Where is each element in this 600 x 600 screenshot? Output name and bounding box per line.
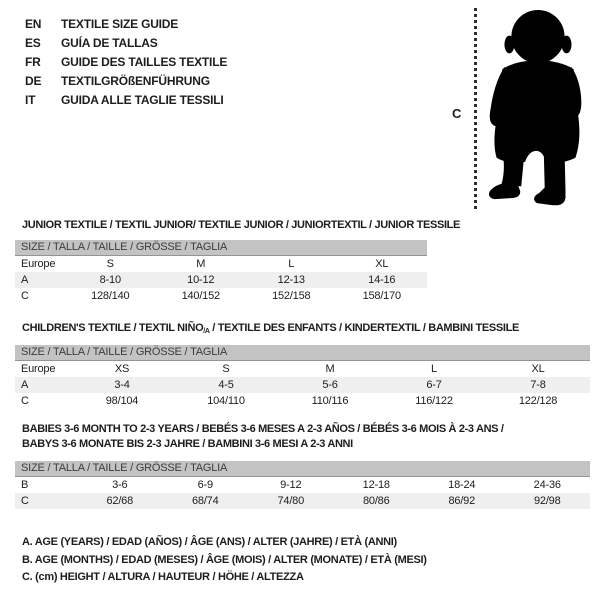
table-row	[15, 361, 590, 377]
footnote-a: A. AGE (YEARS) / EDAD (AÑOS) / ÂGE (ANS) / ALTER (JAHRE) / ETÀ (ANNI)	[22, 536, 397, 548]
junior-size-table	[15, 240, 427, 304]
cell-value: 8-10	[99, 274, 121, 286]
cell-value: 6-7	[426, 379, 442, 391]
junior-table-title: JUNIOR TEXTILE / TEXTIL JUNIOR/ TEXTILE JUNIOR / JUNIORTEXTIL / JUNIOR TESSILE	[22, 219, 461, 231]
cell-value: 5-6	[322, 379, 338, 391]
language-row-es	[25, 34, 227, 53]
size-header-bar: SIZE / TALLA / TAILLE / GRÖSSE / TAGLIA	[15, 240, 427, 256]
cell-value: M	[325, 363, 335, 375]
cell-value: 92/98	[533, 495, 561, 507]
table-row	[15, 377, 590, 393]
cell-value: 4-5	[218, 379, 234, 391]
cell-value: 14-16	[368, 274, 396, 286]
toddler-silhouette-icon	[486, 8, 586, 210]
cell-value: 24-36	[533, 479, 561, 491]
cell-value: XS	[114, 363, 130, 375]
cell-value: XL	[531, 363, 545, 375]
cell-value: L	[431, 363, 437, 375]
language-row-en	[25, 15, 227, 34]
legend-footnotes	[22, 534, 427, 587]
cell-value: 98/104	[105, 395, 139, 407]
language-code: DE	[25, 74, 42, 88]
cell-value: 122/128	[518, 395, 558, 407]
children-table-title	[22, 322, 519, 335]
junior-size-grid	[15, 256, 427, 304]
cell-value: 10-12	[187, 274, 215, 286]
cell-value: 86/92	[448, 495, 476, 507]
cell-value: 3-6	[112, 479, 128, 491]
height-measure-label: C	[452, 106, 462, 121]
children-size-grid	[15, 361, 590, 409]
table-row	[15, 493, 590, 509]
babies-size-grid	[15, 477, 590, 509]
height-dashed-line	[474, 8, 477, 210]
row-label: C	[21, 395, 29, 407]
cell-value: L	[288, 258, 295, 270]
cell-value: 62/68	[106, 495, 134, 507]
babies-size-table	[15, 461, 590, 509]
row-label: A	[21, 274, 29, 286]
cell-value: 80/86	[362, 495, 390, 507]
cell-value: 9-12	[280, 479, 302, 491]
cell-value: 18-24	[448, 479, 476, 491]
row-label: C	[21, 290, 29, 302]
babies-table-title	[22, 422, 504, 452]
table-row	[15, 256, 427, 272]
language-title: GUIDE DES TAILLES TEXTILE	[61, 55, 228, 69]
cell-value: M	[196, 258, 206, 270]
children-title-text: CHILDREN'S TEXTILE / TEXTIL NIÑO	[22, 322, 204, 334]
cell-value: 116/122	[415, 395, 453, 407]
cell-value: 152/158	[272, 290, 311, 302]
row-label: C	[21, 495, 29, 507]
cell-value: 74/80	[277, 495, 305, 507]
cell-value: 12-13	[277, 274, 305, 286]
language-title-list	[25, 15, 227, 110]
cell-value: S	[222, 363, 230, 375]
row-label: B	[21, 479, 29, 491]
table-row	[15, 288, 427, 304]
language-title: TEXTILGRÖßENFÜHRUNG	[61, 74, 210, 88]
cell-value: 68/74	[191, 495, 219, 507]
cell-value: 6-9	[197, 479, 213, 491]
cell-value: 7-8	[530, 379, 546, 391]
cell-value: 12-18	[362, 479, 390, 491]
children-size-table	[15, 345, 590, 409]
language-code: EN	[25, 17, 42, 31]
size-header-bar: SIZE / TALLA / TAILLE / GRÖSSE / TAGLIA	[15, 461, 590, 477]
row-label: Europe	[21, 363, 56, 375]
babies-title-line1: BABIES 3-6 MONTH TO 2-3 YEARS / BEBÉS 3-6 MESES A 2-3 AÑOS / BÉBÉS 3-6 MOIS À 2-3 ANS /	[22, 423, 504, 435]
cell-value: 3-4	[114, 379, 130, 391]
cell-value: 110/116	[311, 395, 349, 407]
language-title: GUÍA DE TALLAS	[61, 36, 158, 50]
children-title-subscript: /A	[203, 328, 210, 335]
language-row-de	[25, 72, 227, 91]
table-row	[15, 393, 590, 409]
cell-value: 104/110	[207, 395, 245, 407]
table-row	[15, 272, 427, 288]
row-label: Europe	[21, 258, 56, 270]
language-code: FR	[25, 55, 41, 69]
language-code: IT	[25, 93, 36, 107]
language-title: TEXTILE SIZE GUIDE	[61, 17, 179, 31]
language-row-fr	[25, 53, 227, 72]
language-row-it	[25, 91, 227, 110]
cell-value: 128/140	[91, 290, 130, 302]
babies-title-line2: BABYS 3-6 MONATE BIS 2-3 JAHRE / BAMBINI 3-6 MESI A 2-3 ANNI	[22, 438, 353, 450]
cell-value: S	[106, 258, 114, 270]
table-row	[15, 477, 590, 493]
size-header-bar: SIZE / TALLA / TAILLE / GRÖSSE / TAGLIA	[15, 345, 590, 361]
cell-value: 158/170	[362, 290, 401, 302]
footnote-c: C. (cm) HEIGHT / ALTURA / HAUTEUR / HÖHE / ALTEZZA	[22, 571, 304, 583]
row-label: A	[21, 379, 29, 391]
cell-value: XL	[375, 258, 389, 270]
cell-value: 140/152	[181, 290, 220, 302]
footnote-b: B. AGE (MONTHS) / EDAD (MESES) / ÂGE (MOIS) / ALTER (MONATE) / ETÀ (MESI)	[22, 553, 427, 566]
language-title: GUIDA ALLE TAGLIE TESSILI	[61, 93, 224, 107]
language-code: ES	[25, 36, 41, 50]
children-title-text: / TEXTILE DES ENFANTS / KINDERTEXTIL / BAMBINI TESSILE	[209, 322, 519, 334]
